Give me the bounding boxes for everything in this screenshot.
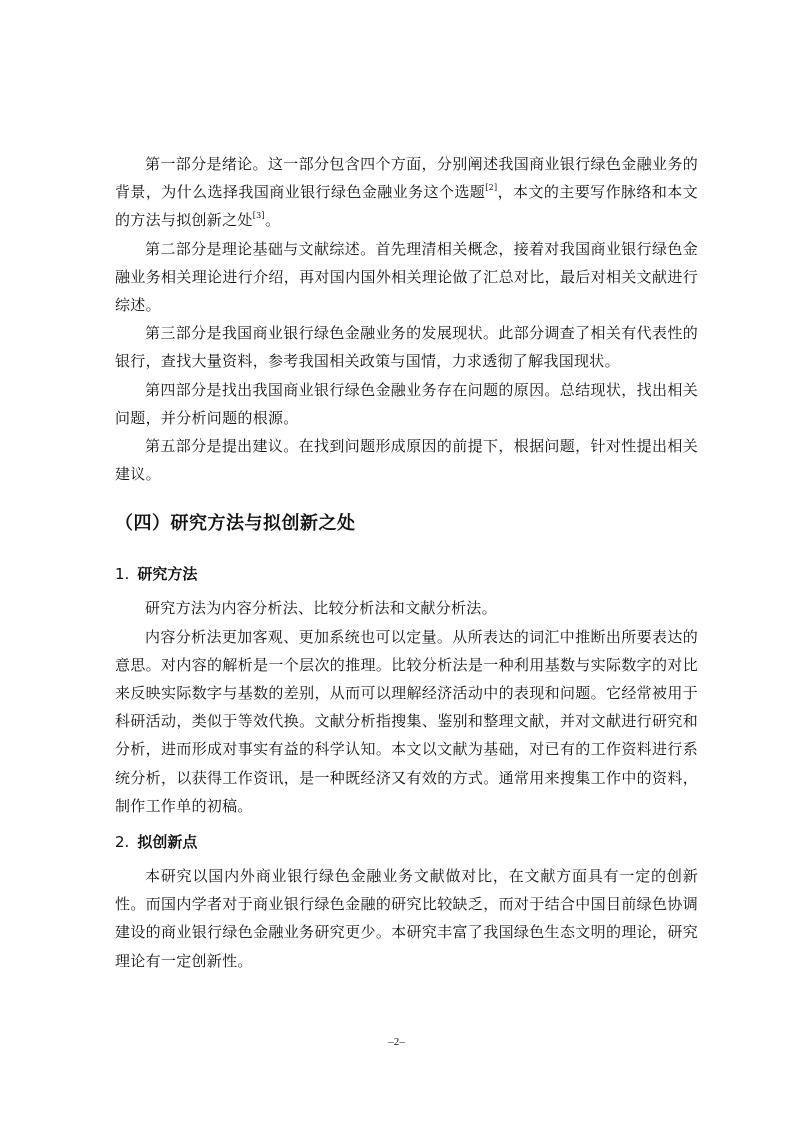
intro-paragraph-1-text-cont: ，本文的主要写作脉络和本文的方法与拟创新之处 bbox=[115, 183, 699, 230]
intro-paragraph-1-text-end: 。 bbox=[264, 211, 281, 230]
methods-paragraph-2: 内容分析法更加客观、更加系统也可以定量。从所表达的词汇中推断出所要表达的意思。对内容的解析是一个层次的推理。比较分析法是一种利用基数与实际数字的对比来反映实际数字与基数的差别，从而可以理解经济活动中的表现和问题。它经常被用于科研活动，类似于等效代换。文献分析指搜集、鉴别和整理文献，并对文献进行研究和分析，进而形成对事实有益的科学认知。本文以文献为基础，对已有的工作资料进行系统分析，以获得工作资讯，是一种既经济又有效的方式。通常用来搜集工作中的资料，制作工作单的初稿。 bbox=[115, 627, 698, 815]
intro-paragraph-4: 第四部分是找出我国商业银行绿色金融业务存在问题的原因。总结现状，找出相关问题，并分析问题的根源。 bbox=[115, 380, 698, 427]
page-number: –2– bbox=[388, 1036, 405, 1048]
subsection-heading-innovation bbox=[115, 820, 698, 862]
subsection-title: 研究方法 bbox=[137, 565, 198, 584]
methods-paragraph-1: 研究方法为内容分析法、比较分析法和文献分析法。 bbox=[145, 599, 497, 618]
citation-ref: [2] bbox=[485, 183, 498, 193]
intro-paragraph-1-text: 第一部分是绪论。这一部分包含四个方面，分别阐述我国商业银行绿色金融业务的背景，为什么选择我国商业银行绿色金融业务这个选题 bbox=[115, 155, 698, 202]
citation-ref: [3] bbox=[252, 211, 265, 221]
intro-paragraph-1 bbox=[115, 150, 698, 235]
innovation-paragraph-1: 本研究以国内外商业银行绿色金融业务文献做对比，在文献方面具有一定的创新性。而国内学者对于商业银行绿色金融的研究比较缺乏，而对于结合中国目前绿色协调建设的商业银行绿色金融业务研究更少。本研究丰富了我国绿色生态文明的理论，研究理论有一定创新性。 bbox=[115, 867, 698, 970]
page-body bbox=[115, 150, 698, 975]
section-heading: （四）研究方法与拟创新之处 bbox=[115, 513, 356, 535]
subsection-title: 拟创新点 bbox=[137, 833, 198, 852]
subsection-number: 2. bbox=[115, 833, 130, 852]
subsection-heading-methods bbox=[115, 552, 698, 594]
intro-paragraph-5: 第五部分是提出建议。在找到问题形成原因的前提下，根据问题，针对性提出相关建议。 bbox=[115, 437, 698, 484]
intro-paragraph-2: 第二部分是理论基础与文献综述。首先理清相关概念，接着对我国商业银行绿色金融业务相关理论进行介绍，再对国内国外相关理论做了汇总对比，最后对相关文献进行综述。 bbox=[115, 239, 698, 315]
intro-paragraph-3: 第三部分是我国商业银行绿色金融业务的发展现状。此部分调查了相关有代表性的银行，查找大量资料，参考我国相关政策与国情，力求透彻了解我国现状。 bbox=[115, 324, 698, 371]
subsection-number: 1. bbox=[115, 565, 130, 584]
